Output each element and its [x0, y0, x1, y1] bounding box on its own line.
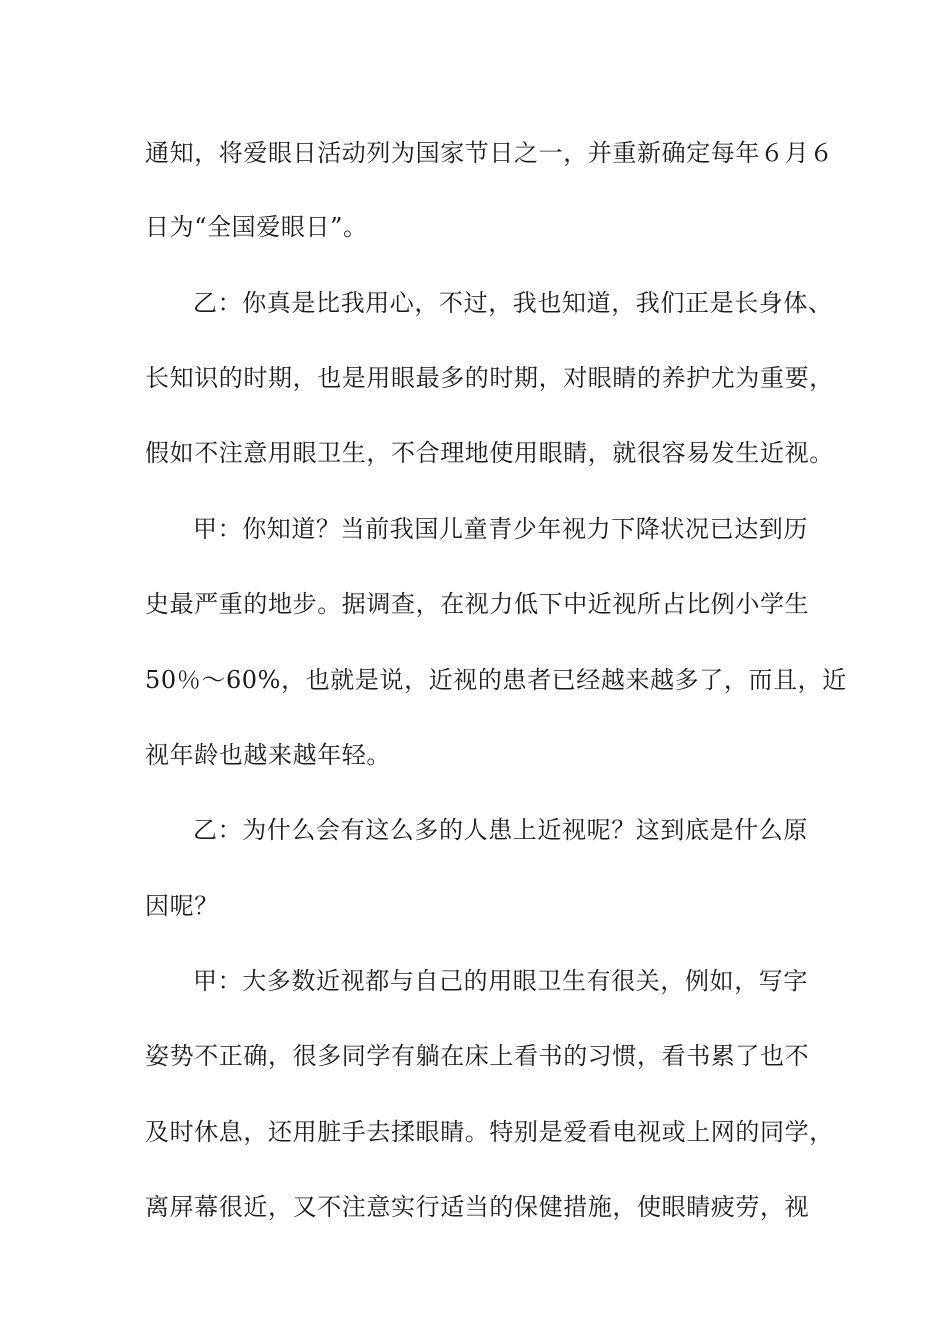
text-line: 日为“全国爱眼日”。 — [145, 213, 368, 241]
text-line: 甲：你知道？当前我国儿童青少年视力下降状况已达到历 — [193, 515, 808, 543]
text-line: 姿势不正确，很多同学有躺在床上看书的习惯，看书累了也不 — [145, 1042, 810, 1070]
text-line: 通知，将爱眼日活动列为国家节日之一，并重新确定每年６月６ — [145, 139, 834, 167]
text-line: 史最严重的地步。据调查，在视力低下中近视所占比例小学生 — [145, 590, 810, 618]
text-line: 及时休息，还用脏手去揉眼睛。特别是爱看电视或上网的同学， — [145, 1118, 834, 1146]
text-line: 长知识的时期，也是用眼最多的时期，对眼睛的养护尤为重要， — [145, 364, 834, 392]
text-line: 乙：为什么会有这么多的人患上近视呢？这到底是什么原 — [193, 816, 808, 844]
text-line: 乙：你真是比我用心，不过，我也知道，我们正是长身体、 — [193, 289, 833, 317]
text-line: 甲：大多数近视都与自己的用眼卫生有很关，例如，写字 — [193, 967, 808, 995]
text-line: 50％～60%，也就是说，近视的患者已经越来越多了，而且，近 — [145, 666, 847, 694]
text-line: 因呢？ — [145, 892, 219, 920]
text-line: 视年龄也越来越年轻。 — [145, 741, 391, 769]
text-line: 离屏幕很近，又不注意实行适当的保健措施，使眼睛疲劳，视 — [145, 1193, 810, 1221]
text-line: 假如不注意用眼卫生，不合理地使用眼睛，就很容易发生近视。 — [145, 439, 834, 467]
